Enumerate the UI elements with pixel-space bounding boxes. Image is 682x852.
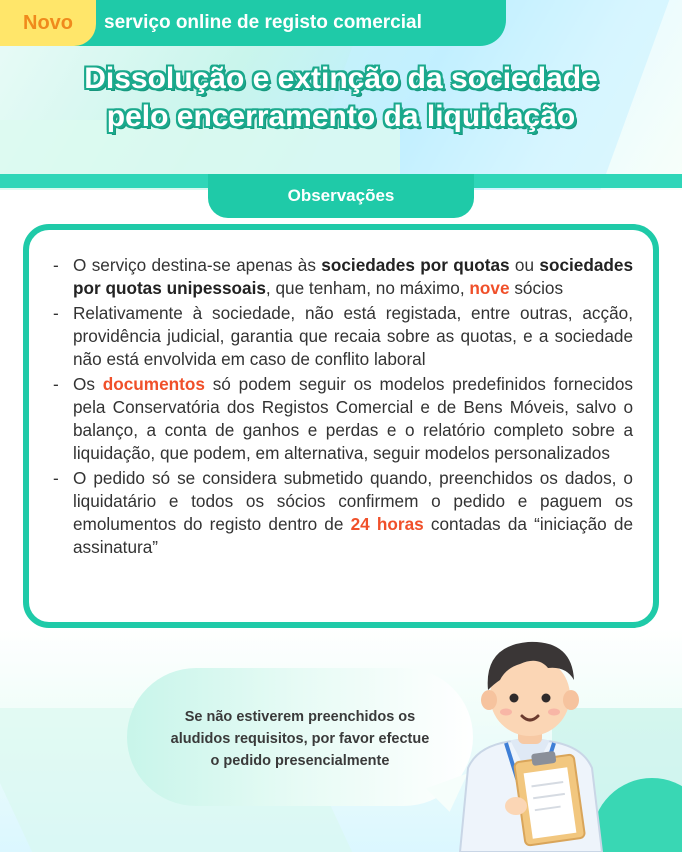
observations-list <box>51 254 633 559</box>
page-title-line-1: Dissolução e extinção da sociedade <box>84 62 598 95</box>
service-title: serviço online de registo comercial <box>104 12 422 33</box>
new-badge: Novo <box>0 0 96 46</box>
page-title <box>0 60 682 136</box>
bubble-line: o pedido presencialmente <box>210 753 390 769</box>
bubble-line: Se não estiverem preenchidos os <box>184 709 416 725</box>
item-text: só podem seguir os modelos predefinidos fornecidos pela Conservatória dos Registos Comercial e de Bens Móveis, salvo o balanço, a conta de ganhos e perdas e o relatório completo sobre a liquidação, que podem, em alternativa, seguir modelos personalizados <box>73 374 633 463</box>
page-title-line-2: pelo encerramento da liquidação <box>106 100 576 133</box>
item-text: , que tenham, no máximo, <box>265 278 470 298</box>
item-highlight: documentos <box>102 374 205 394</box>
item-highlight: 24 horas <box>350 514 424 534</box>
item-text: sócios <box>509 278 564 298</box>
item-bold-text: sociedades por quotas unipessoais <box>73 255 634 298</box>
item-highlight: nove <box>469 278 510 298</box>
item-text: O serviço destina-se apenas às <box>73 255 322 275</box>
item-text: Relativamente à sociedade, não está registada, entre outras, acção, providência judicial, garantia que recaia sobre as quotas, e a sociedade não está envolvida em caso de conflito laboral <box>73 303 633 369</box>
list-item <box>51 254 633 300</box>
item-text: ou <box>509 255 540 275</box>
person-with-clipboard-illustration <box>440 628 615 852</box>
item-text: O pedido só se considera submetido quando, preenchidos os dados, o liquidatário e todos os sócios confirmem o pedido e paguem os emolumentos do registo dentro de <box>73 468 633 534</box>
speech-bubble-text <box>150 706 450 772</box>
item-text: Os <box>73 374 103 394</box>
item-bold-text: sociedades por quotas <box>321 255 510 275</box>
section-title: Observações <box>208 174 474 218</box>
item-text: contadas da “iniciação de assinatura” <box>73 514 634 557</box>
list-item <box>51 467 633 559</box>
list-item <box>51 302 633 371</box>
observations-card <box>23 224 659 628</box>
list-item <box>51 373 633 465</box>
bubble-line: aludidos requisitos, por favor efectue <box>170 731 430 747</box>
